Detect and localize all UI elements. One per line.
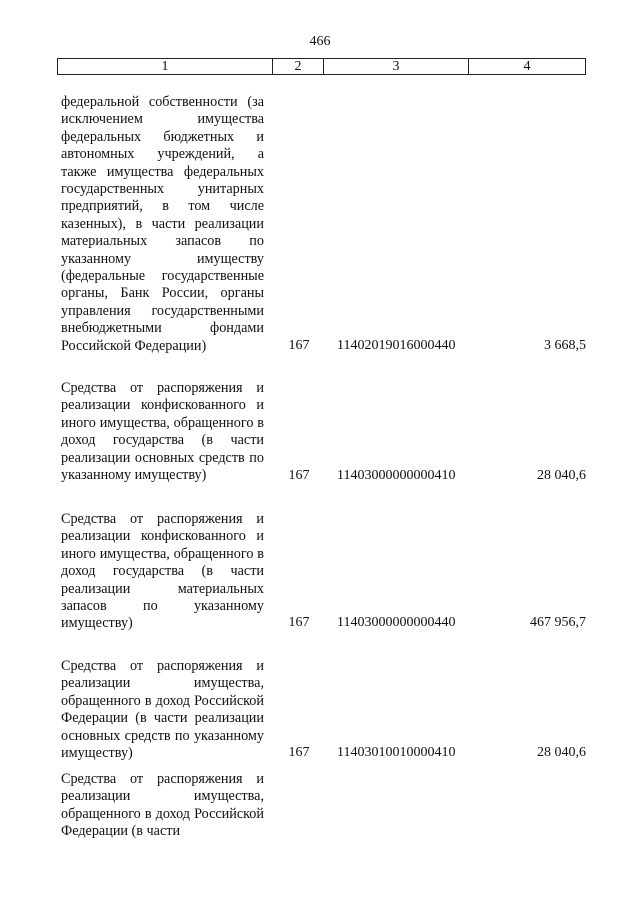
row-1-kbk: 11402019016000440	[337, 338, 456, 353]
row-3-kbk: 11403000000000440	[337, 615, 456, 630]
row-5-description: Средства от распоряжения и реализации имущества, обращенного в доход Российской Федерации (в части	[61, 771, 264, 840]
row-4-description: Средства от распоряжения и реализации имущества, обращенного в доход Российской Федерации (в части реализации основных средств по указанному имуществу)	[61, 658, 264, 762]
row-4-admin-code: 167	[288, 745, 310, 760]
row-2-description: Средства от распоряжения и реализации конфискованного и иного имущества, обращенного в доход государства (в части реализации основных средств по указанному имуществу)	[61, 380, 264, 484]
row-3-admin-code: 167	[288, 615, 310, 630]
row-2-admin-code: 167	[288, 468, 310, 483]
column-header-3: 3	[324, 59, 469, 74]
row-4-amount: 28 040,6	[537, 745, 586, 760]
table-header	[57, 58, 586, 75]
row-4-kbk: 11403010010000410	[337, 745, 456, 760]
row-2-amount: 28 040,6	[537, 468, 586, 483]
row-3-description: Средства от распоряжения и реализации конфискованного и иного имущества, обращенного в доход государства (в части реализации материальных запасов по указанному имуществу)	[61, 511, 264, 632]
row-1-admin-code: 167	[288, 338, 310, 353]
row-1-description: федеральной собственности (за исключением имущества федеральных бюджетных и автономных учреждений, а также имущества федеральных государственных унитарных предприятий, в том числе казенных), в части реализации материальных запасов по указанному имуществу (федеральные государственные органы, Банк России, органы управления государственными внебюджетными фондами Российской Федерации)	[61, 94, 264, 354]
column-header-1: 1	[58, 59, 273, 74]
row-3-amount: 467 956,7	[530, 615, 586, 630]
column-header-2: 2	[273, 59, 324, 74]
page-number: 466	[309, 34, 331, 49]
row-1-amount: 3 668,5	[544, 338, 586, 353]
column-header-4: 4	[523, 59, 531, 74]
row-2-kbk: 11403000000000410	[337, 468, 456, 483]
